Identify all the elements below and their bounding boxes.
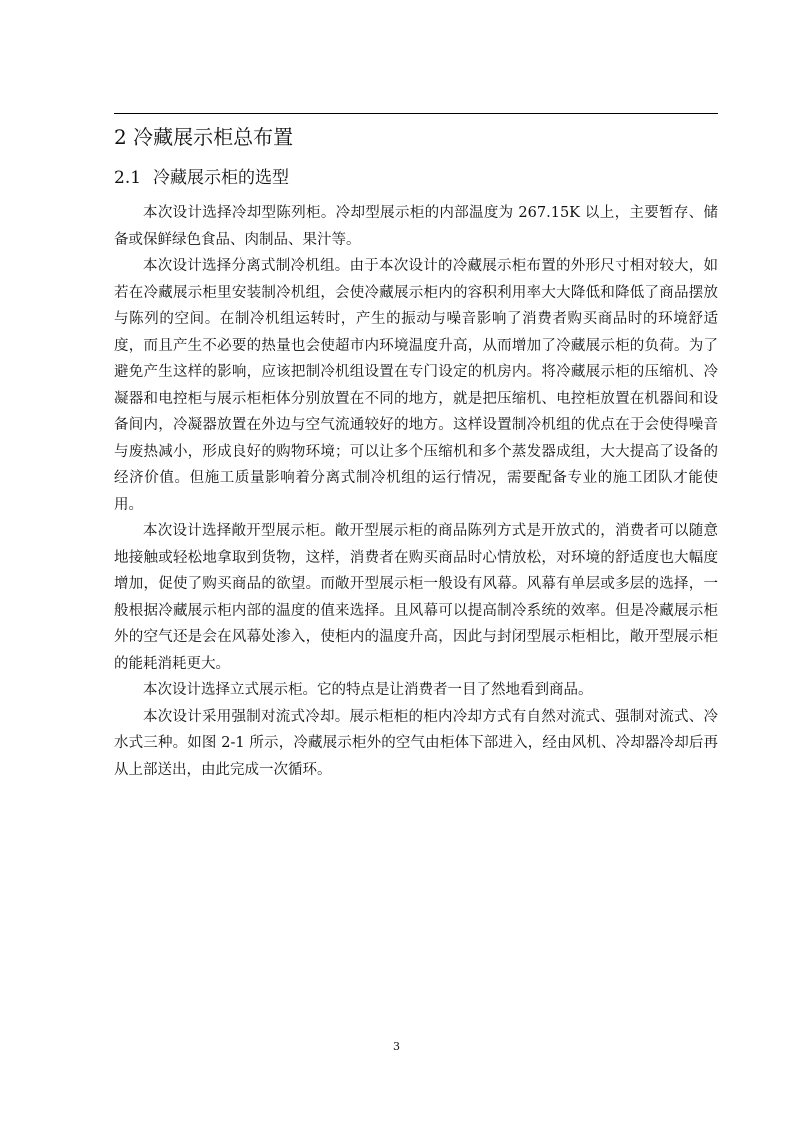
page-number: 3 (393, 1040, 400, 1053)
paragraph-cooling-cabinet: 本次设计选择冷却型陈列柜。冷却型展示柜的内部温度为 267.15K 以上，主要暂存、储备或保鲜绿色食品、肉制品、果汁等。 (114, 205, 718, 248)
header-rule (114, 113, 718, 114)
section-title (114, 166, 289, 190)
section-number: 2.1 (114, 168, 142, 188)
body-text (114, 200, 718, 783)
chapter-title: 2 冷藏展示柜总布置 (114, 125, 294, 149)
section-title-text: 冷藏展示柜的选型 (153, 168, 290, 188)
paragraph-open-display-cabinet: 本次设计选择敞开型展示柜。敞开型展示柜的商品陈列方式是开放式的，消费者可以随意地接触或轻松地拿取到货物，这样，消费者在购买商品时心情放松，对环境的舒适度也大幅度增加，促使了购买商品的欲望。而敞开型展示柜一般设有风幕。风幕有单层或多层的选择，一般根据冷藏展示柜内部的温度的值来选择。且风幕可以提高制冷系统的效率。但是冷藏展示柜外的空气还是会在风幕处渗入，使柜内的温度升高，因此与封闭型展示柜相比，敞开型展示柜的能耗消耗更大。 (114, 523, 718, 672)
paragraph-forced-convection: 本次设计采用强制对流式冷却。展示柜柜的柜内冷却方式有自然对流式、强制对流式、冷水式三种。如图 2-1 所示，冷藏展示柜外的空气由柜体下部进入，经由风机、冷却器冷却后再从上部送出，由此完成一次循环。 (114, 708, 718, 778)
paragraph-split-refrigeration-unit: 本次设计选择分离式制冷机组。由于本次设计的冷藏展示柜布置的外形尺寸相对较大，如若在冷藏展示柜里安装制冷机组，会使冷藏展示柜内的容积利用率大大降低和降低了商品摆放与陈列的空间。在制冷机组运转时，产生的振动与噪音影响了消费者购买商品时的环境舒适度，而且产生不必要的热量也会使超市内环境温度升高，从而增加了冷藏展示柜的负荷。为了避免产生这样的影响，应该把制冷机组设置在专门设定的机房内。将冷藏展示柜的压缩机、冷凝器和电控柜与展示柜柜体分别放置在不同的地方，就是把压缩机、电控柜放置在机器间和设备间内，冷凝器放置在外边与空气流通较好的地方。这样设置制冷机组的优点在于会使得噪音与废热减小，形成良好的购物环境；可以让多个压缩机和多个蒸发器成组，大大提高了设备的经济价值。但施工质量影响着分离式制冷机组的运行情况，需要配备专业的施工团队才能使用。 (114, 258, 718, 513)
paragraph-vertical-display-cabinet: 本次设计选择立式展示柜。它的特点是让消费者一目了然地看到商品。 (143, 682, 593, 698)
